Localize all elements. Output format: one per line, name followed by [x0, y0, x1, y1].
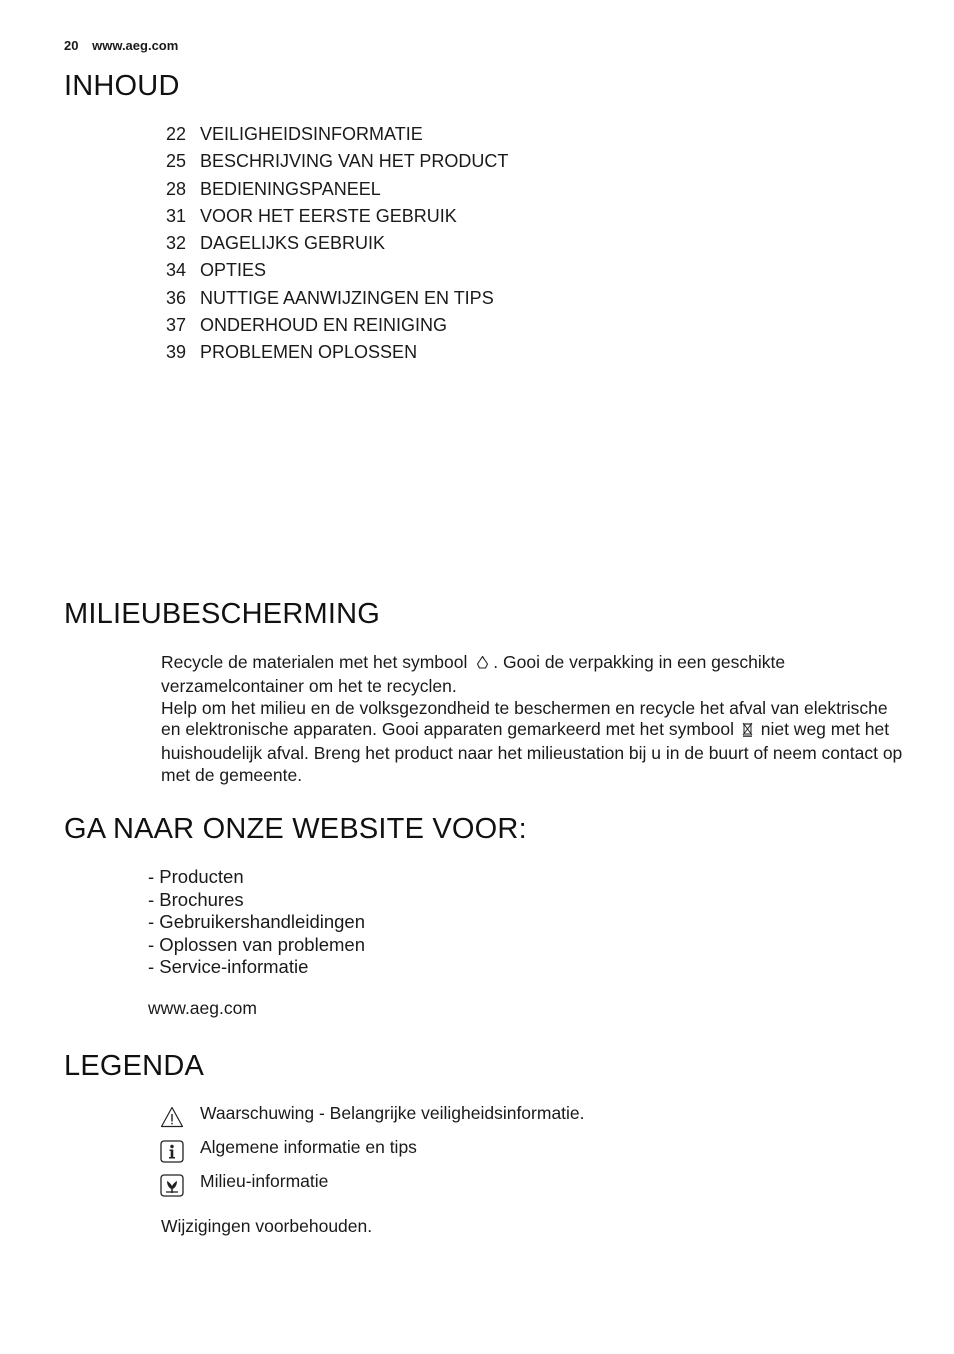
section-title-legenda: LEGENDA: [64, 1050, 204, 1082]
list-item: - Service-informatie: [148, 956, 309, 978]
toc-label: VOOR HET EERSTE GEBRUIK: [200, 205, 457, 226]
environment-paragraph: [161, 652, 906, 787]
toc-item: [166, 203, 508, 230]
toc-page: 37: [166, 315, 187, 336]
toc-label: NUTTIGE AANWIJZINGEN EN TIPS: [200, 287, 494, 308]
toc-item: [166, 176, 508, 203]
environment-text-part2: . Gooi de verpakking in een geschikte verzamelcontainer om het te recyclen.: [161, 652, 786, 696]
toc-item: [166, 285, 508, 312]
list-item: - Producten: [148, 866, 244, 887]
website-link[interactable]: www.aeg.com: [148, 998, 257, 1018]
list-item: - Brochures: [148, 888, 244, 910]
list-item: - Oplossen van problemen: [148, 933, 365, 955]
toc-label: BESCHRIJVING VAN HET PRODUCT: [200, 151, 509, 172]
toc-page: 36: [166, 287, 187, 308]
page-header: [64, 38, 178, 53]
toc-label: BEDIENINGSPANEEL: [200, 178, 381, 199]
toc-label: DAGELIJKS GEBRUIK: [200, 233, 386, 254]
section-title-inhoud: INHOUD: [64, 70, 180, 102]
toc-page: 25: [166, 151, 187, 172]
website-list: [148, 866, 365, 979]
toc-page: 31: [166, 205, 187, 226]
header-url: www.aeg.com: [92, 38, 179, 53]
toc-item: [166, 230, 508, 257]
legend-text: Milieu-informatie: [200, 1171, 329, 1191]
toc-item: [166, 312, 508, 339]
toc-item: [166, 257, 508, 284]
legend-text: Algemene informatie en tips: [200, 1137, 417, 1157]
recycle-icon: [475, 654, 490, 676]
toc-page: 22: [166, 124, 187, 144]
toc-page: 28: [166, 178, 187, 199]
toc-label: OPTIES: [200, 260, 267, 281]
environment-text-part4: niet weg met het huishoudelijk afval. Breng het product naar het milieustation bij u in de buurt of neem contact op met de gemeente.: [161, 719, 903, 785]
toc-label: PROBLEMEN OPLOSSEN: [200, 342, 418, 363]
toc-page: 32: [166, 233, 187, 254]
toc-label: VEILIGHEIDSINFORMATIE: [200, 124, 423, 144]
toc-page: 39: [166, 342, 187, 363]
section-title-website: GA NAAR ONZE WEBSITE VOOR:: [64, 813, 527, 845]
toc-page: 34: [166, 260, 187, 281]
info-icon: [160, 1139, 184, 1163]
environment-text-part3: Help om het milieu en de volksgezondheid te beschermen en recycle het afval van elektrische en elektronische apparaten. Gooi apparaten gemarkeerd met het symbool: [161, 697, 888, 740]
toc-item: [166, 121, 508, 148]
environment-icon: [160, 1173, 184, 1197]
legend-text: Waarschuwing - Belangrijke veiligheidsinformatie.: [200, 1103, 585, 1123]
page-number: 20: [64, 38, 79, 53]
section-title-milieubescherming: MILIEUBESCHERMING: [64, 598, 380, 630]
warning-triangle-icon: [160, 1105, 184, 1129]
table-of-contents: [166, 121, 508, 367]
toc-item: [166, 339, 508, 366]
toc-label: ONDERHOUD EN REINIGING: [200, 315, 448, 336]
changes-reserved-note: Wijzigingen voorbehouden.: [161, 1216, 373, 1236]
list-item: - Gebruikershandleidingen: [148, 911, 365, 933]
toc-item: [166, 148, 508, 175]
crossed-bin-icon: [742, 721, 753, 743]
environment-text-part1: Recycle de materialen met het symbool: [161, 652, 468, 672]
